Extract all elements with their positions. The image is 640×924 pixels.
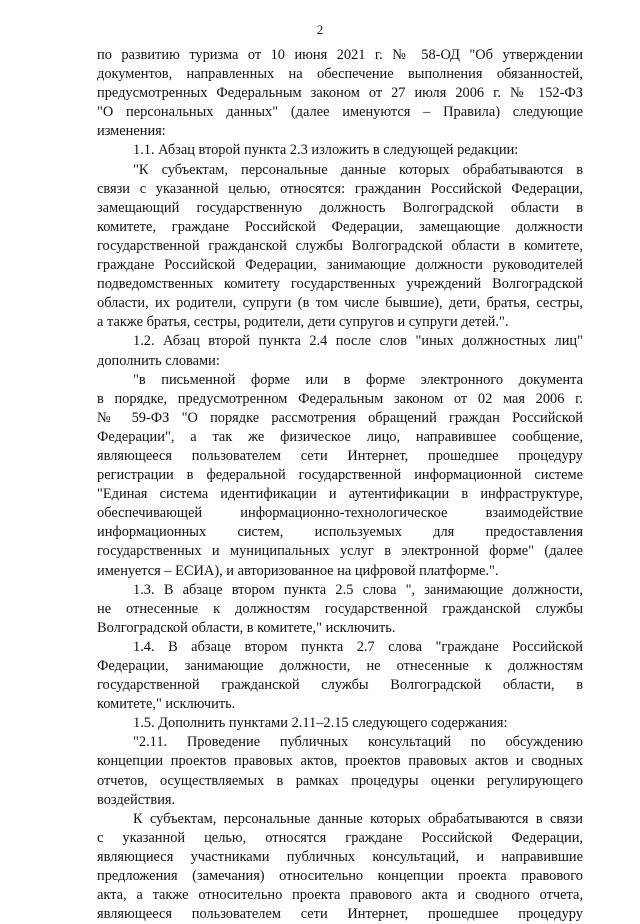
text-line: связи с указанной целью, относятся: гражданин Российской Федерации,: [97, 180, 583, 197]
text-line: дополнить словами:: [97, 352, 220, 369]
text-line: предусмотренных Федеральным законом от 27 июля 2006 г. № 152-ФЗ: [97, 85, 583, 102]
text-line: комитете," исключить.: [97, 696, 236, 713]
text-line: информационных систем, используемых для предоставления: [97, 524, 583, 541]
text-line: Федерации, занимающие должности, не отнесенные к должностям: [97, 658, 583, 674]
text-line: "в письменной форме или в форме электронного документа: [133, 371, 583, 388]
document-body: [97, 46, 583, 924]
text-line: "Единая система идентификации и аутентификации в инфраструктуре,: [97, 486, 583, 503]
text-line: государственных и муниципальных услуг в электронной форме" (далее: [97, 543, 583, 560]
text-line: обеспечивающей информационно-технологическое взаимодействие: [97, 505, 583, 522]
text-line: в порядке, предусмотренном Федеральным законом от 02 мая 2006 г.: [97, 390, 583, 407]
text-line: "О персональных данных" (далее именуются – Правила) следующие: [97, 104, 583, 121]
text-line: 1.4. В абзаце втором пункта 2.7 слова "граждане Российской: [133, 638, 583, 655]
text-line: 1.3. В абзаце втором пункта 2.5 слова ", занимающие должности,: [133, 581, 583, 598]
text-line: подведомственных комитету государственных учреждений Волгоградской: [97, 276, 583, 293]
text-line: Волгоградской области, в комитете," исключить.: [97, 619, 396, 636]
text-line: № 59-ФЗ "О порядке рассмотрения обращений граждан Российской: [97, 409, 583, 426]
text-line: именуется – ЕСИА), и авторизованное на цифровой платформе.".: [97, 562, 499, 579]
text-line: области, их родители, супруги (в том числе бывшие), дети, братья, сестры,: [97, 295, 583, 312]
text-line: являющиеся участниками публичных консультаций, и направившие: [97, 848, 583, 865]
text-line: "2.11. Проведение публичных консультаций по обсуждению: [133, 734, 583, 751]
text-line: с указанной целью, относятся граждане Российской Федерации,: [97, 829, 583, 846]
text-line: концепции проектов правовых актов, проектов правовых актов и сводных: [97, 753, 583, 770]
text-line: предложения (замечания) относительно концепции проекта правового: [97, 868, 583, 885]
text-line: регистрации в федеральной государственной информационной системе: [97, 467, 583, 484]
text-line: по развитию туризма от 10 июня 2021 г. № 58-ОД "Об утверждении: [97, 47, 583, 63]
text-line: являющееся пользователем сети Интернет, прошедшее процедуру: [97, 447, 583, 464]
page-number: 2: [316, 22, 324, 37]
text-line: комитете, граждане Российской Федерации, замещающие должности: [97, 218, 583, 235]
text-line: воздействия.: [97, 791, 176, 808]
text-line: К субъектам, персональные данные которых обрабатываются в связи: [133, 810, 583, 827]
text-line: не отнесенные к должностям государственной гражданской службы: [97, 600, 583, 617]
text-line: 1.1. Абзац второй пункта 2.3 изложить в следующей редакции:: [133, 142, 519, 159]
text-line: Федерации", а так же физическое лицо, направившее сообщение,: [97, 428, 583, 445]
text-line: государственной гражданской службы Волгоградской области, в: [97, 677, 583, 694]
text-line: 1.5. Дополнить пунктами 2.11–2.15 следующего содержания:: [133, 715, 508, 732]
text-line: являющееся пользователем сети Интернет, прошедшее процедуру: [97, 906, 583, 923]
text-line: "К субъектам, персональные данные которых обрабатываются в: [133, 161, 583, 178]
text-line: а также братья, сестры, родители, дети супругов и супруги детей.".: [97, 314, 509, 331]
text-line: граждане Российской Федерации, занимающие должности руководителей: [97, 257, 583, 274]
text-line: отчетов, осуществляемых в рамках процедуры оценки регулирующего: [97, 772, 583, 789]
text-line: государственной гражданской службы Волгоградской области в комитете,: [97, 237, 583, 254]
text-line: 1.2. Абзац второй пункта 2.4 после слов "иных должностных лиц": [133, 333, 583, 350]
text-line: изменения:: [97, 123, 166, 140]
text-line: замещающий государственную должность Волгоградской области в: [97, 199, 583, 216]
text-line: документов, направленных на обеспечение выполнения обязанностей,: [97, 66, 583, 83]
text-line: акта, а также относительно проекта правового акта и сводного отчета,: [97, 887, 583, 904]
